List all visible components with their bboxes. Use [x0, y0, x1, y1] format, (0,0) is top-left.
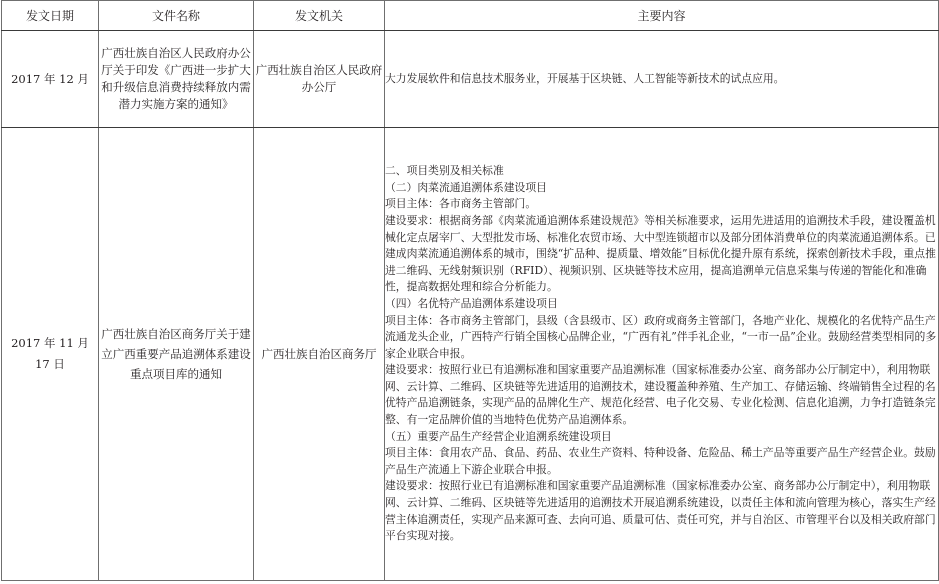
issuing-authority-cell: 广西壮族自治区人民政府办公厅: [254, 31, 385, 128]
document-name-cell: 广西壮族自治区人民政府办公厅关于印发《广西进一步扩大和升级信息消费持续释放内需潜力实施方案的通知》: [99, 31, 254, 128]
content-paragraph: 项目主体：食用农产品、食品、药品、农业生产资料、特种设备、危险品、稀土产品等重要产品生产经营企业。鼓励产品生产流通上下游企业联合申报。: [385, 446, 936, 476]
issuing-authority-cell: 广西壮族自治区商务厅: [254, 128, 385, 581]
main-content-cell: [385, 31, 939, 128]
main-content-cell: [385, 128, 939, 581]
header-main-content: 主要内容: [385, 1, 939, 31]
table-row: [2, 128, 939, 581]
section-heading: 二、项目类别及相关标准: [385, 164, 504, 178]
content-paragraph: 建设要求：按照行业已有追溯标准和国家重要产品追溯标准（国家标准委办公室、商务部办公厅制定中），利用物联网、云计算、二维码、区块链等先进适用的追溯技术开展追溯系统建设，以责任主体和流向管理为核心，落实生产经营主体追溯责任，实现产品来源可查、去向可追、质量可估、责任可究，并与自治区、市管理平台以及相关政府部门平台实现对接。: [385, 479, 936, 543]
subsection-heading: （四）名优特产品追溯体系建设项目: [385, 296, 558, 310]
content-paragraph: 项目主体：各市商务主管部门，县级（含县级市、区）政府或商务主管部门，各地产业化、规模化的名优特产品生产流通龙头企业，广西特产行销全国核心品牌企业，“广西有礼”伴手礼企业，“一市一品”企业。鼓励经营类型相同的多家企业联合申报。: [385, 313, 937, 360]
content-paragraph: 建设要求：根据商务部《肉菜流通追溯体系建设规范》等相关标准要求，运用先进适用的追溯技术手段，建设覆盖机械化定点屠宰厂、大型批发市场、标准化农贸市场、大中型连锁超市以及部分团体消费单位的肉菜流通追溯体系。已建成肉菜流通追溯体系的城市，围绕“扩品种、提质量、增效能”目标优化提升原有系统，探索创新技术手段，重点推进二维码、无线射频识别（RFID）、视频识别、区块链等技术应用，提高追溯单元信息采集与传递的智能化和准确性，提高数据处理和综合分析能力。: [385, 213, 936, 294]
header-document-name: 文件名称: [99, 1, 254, 31]
header-issuing-authority: 发文机关: [254, 1, 385, 31]
document-name-cell: 广西壮族自治区商务厅关于建立广西重要产品追溯体系建设重点项目库的通知: [99, 128, 254, 581]
header-date: 发文日期: [2, 1, 99, 31]
header-row: [2, 1, 939, 31]
issue-date-cell: 2017 年 11 月 17 日: [2, 128, 99, 581]
content-paragraph: 大力发展软件和信息技术服务业，开展基于区块链、人工智能等新技术的试点应用。: [385, 72, 785, 85]
subsection-heading: （二）肉菜流通追溯体系建设项目: [385, 180, 547, 194]
policy-document-table: [1, 0, 939, 581]
content-paragraph: 建设要求：按照行业已有追溯标准和国家重要产品追溯标准（国家标准委办公室、商务部办公厅制定中），利用物联网、云计算、二维码、区块链等先进适用的追溯技术，建设覆盖种养殖、生产加工、存储运输、终端销售全过程的名优特产品追溯链条，实现产品的品牌化生产、规范化经营、电子化交易、专业化检测、信息化追溯，力争打造链条完整、有一定品牌价值的当地特色优势产品追溯体系。: [385, 363, 936, 427]
table-row: [2, 31, 939, 128]
content-paragraph: 项目主体：各市商务主管部门。: [385, 197, 537, 211]
subsection-heading: （五）重要产品生产经营企业追溯系统建设项目: [385, 429, 612, 443]
issue-date-cell: 2017 年 12 月: [2, 31, 99, 128]
